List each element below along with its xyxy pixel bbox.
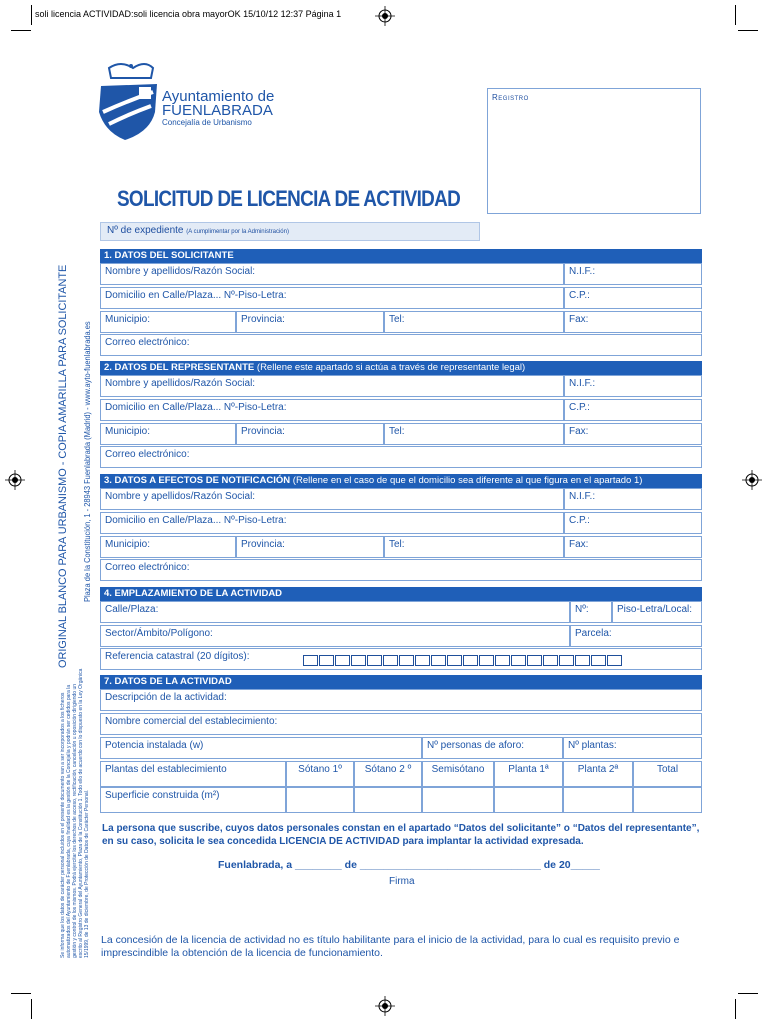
s3-cp-field[interactable] — [564, 512, 702, 534]
catastral-digit-box[interactable] — [319, 655, 334, 666]
expediente-note: (A cumplimentar por la Administración) — [186, 229, 289, 235]
field-label: N.I.F.: — [569, 491, 596, 502]
catastral-digit-box[interactable] — [511, 655, 526, 666]
fecha-line[interactable]: Fuenlabrada, a ________ de _______________________________ de 20_____ — [218, 859, 600, 871]
catastral-digit-box[interactable] — [495, 655, 510, 666]
s2-municipio-field[interactable] — [100, 423, 236, 445]
print-header: soli licencia ACTIVIDAD:soli licencia obra mayorOK 15/10/12 12:37 Página 1 — [35, 9, 342, 19]
s4-calle-field[interactable] — [100, 601, 570, 623]
page-title: SOLICITUD DE LICENCIA DE ACTIVIDAD — [117, 186, 461, 211]
s2-domicilio-field[interactable] — [100, 399, 564, 421]
field-label: Nº personas de aforo: — [427, 740, 525, 751]
field-label: Provincia: — [241, 426, 285, 437]
final-note: La concesión de la licencia de actividad no es título habilitante para el inicio de la actividad, para lo cual es requisito previo e imprescindible la obtención de la licencia de funcionamiento. — [101, 934, 680, 959]
section-4-title: 4. EMPLAZAMIENTO DE LA ACTIVIDAD — [104, 588, 283, 599]
field-label: Correo electrónico: — [105, 449, 190, 460]
catastral-digit-box[interactable] — [335, 655, 350, 666]
catastral-digit-box[interactable] — [303, 655, 318, 666]
catastral-digit-box[interactable] — [607, 655, 622, 666]
field-label: C.P.: — [569, 402, 590, 413]
expediente-label: Nº de expediente — [107, 225, 184, 236]
field-label: Domicilio en Calle/Plaza... Nº-Piso-Letra: — [105, 515, 287, 526]
expediente-box[interactable] — [100, 222, 480, 241]
logo-line1: Ayuntamiento de — [162, 88, 275, 105]
catastral-digit-box[interactable] — [479, 655, 494, 666]
field-label: Sótano 1º — [298, 764, 342, 775]
catastral-digit-box[interactable] — [543, 655, 558, 666]
registration-mark-icon — [375, 6, 395, 26]
s7-total-cell[interactable] — [633, 761, 702, 787]
s2-provincia-field[interactable] — [236, 423, 384, 445]
catastral-digit-box[interactable] — [383, 655, 398, 666]
s3-domicilio-field[interactable] — [100, 512, 564, 534]
s2-correo-field[interactable] — [100, 446, 702, 468]
side-copy-text: ORIGINAL BLANCO PARA URBANISMO - COPIA AMARILLA PARA SOLICITANTE — [57, 264, 69, 668]
s7-sup-planta1[interactable] — [494, 787, 563, 813]
field-label: Total — [656, 764, 679, 775]
crop-mark — [31, 5, 32, 25]
field-label: Referencia catastral (20 dígitos): — [105, 651, 250, 662]
field-label: Potencia instalada (w) — [105, 740, 204, 751]
field-label: Nombre comercial del establecimiento: — [105, 716, 278, 727]
registration-mark-icon — [5, 470, 25, 490]
crop-mark — [738, 30, 758, 31]
catastral-digit-box[interactable] — [527, 655, 542, 666]
side-legal-text: Se informa que los datos de carácter personal incluidos en el presente documento van a ser incorporados a los ficheros automatizados del Ayuntamiento de Fuenlabrada, cuya finalidad es la gestión de la Concejalía y podrán ser cedidos para la gestión y control de los mismos. Podrá ejercitar los derechos de acceso, rectificación, cancelación u oposición dirigiendo un escrito al Registro General del Ayuntamiento, Plaza de la Constitución 1. Todo ello de acuerdo con lo dispuesto en la Ley Orgánica 15/1999, de 13 de diciembre, de Protección de Datos de Carácter Personal. — [60, 668, 90, 958]
catastral-digit-box[interactable] — [575, 655, 590, 666]
s3-nombre-field[interactable] — [100, 488, 564, 510]
field-label: Parcela: — [575, 628, 612, 639]
s3-correo-field[interactable] — [100, 559, 702, 581]
firma-label: Firma — [389, 876, 415, 887]
field-label: N.I.F.: — [569, 378, 596, 389]
crop-mark — [735, 5, 736, 25]
section-7-title: 7. DATOS DE LA ACTIVIDAD — [104, 676, 232, 687]
s7-potencia-field[interactable] — [100, 737, 422, 759]
field-label: C.P.: — [569, 290, 590, 301]
field-label: Superficie construida (m²) — [105, 790, 220, 801]
logo-line3: Concejalía de Urbanismo — [162, 118, 252, 127]
field-label: Piso-Letra/Local: — [617, 604, 693, 615]
catastral-digit-box[interactable] — [399, 655, 414, 666]
crop-mark — [11, 993, 31, 994]
field-label: C.P.: — [569, 515, 590, 526]
field-label: Municipio: — [105, 426, 151, 437]
s7-aforo-field[interactable] — [422, 737, 563, 759]
field-label: Municipio: — [105, 314, 151, 325]
registration-mark-icon — [375, 996, 395, 1016]
crop-mark — [735, 999, 736, 1019]
s2-nif-field[interactable] — [564, 375, 702, 397]
field-label: Plantas del establecimiento — [105, 764, 227, 775]
s3-municipio-field[interactable] — [100, 536, 236, 558]
logo-line2: FUENLABRADA — [162, 102, 273, 119]
section-4-header — [100, 587, 702, 601]
catastral-digit-box[interactable] — [559, 655, 574, 666]
s4-parcela-field[interactable] — [570, 625, 702, 647]
field-label: Calle/Plaza: — [105, 604, 159, 615]
s3-provincia-field[interactable] — [236, 536, 384, 558]
catastral-digit-box[interactable] — [415, 655, 430, 666]
catastral-digit-boxes[interactable] — [303, 655, 623, 668]
s1-domicilio-field[interactable] — [100, 287, 564, 309]
section-1-title: 1. DATOS DEL SOLICITANTE — [104, 250, 234, 261]
coat-of-arms-icon — [95, 62, 165, 142]
s4-piso-field[interactable] — [612, 601, 702, 623]
catastral-digit-box[interactable] — [447, 655, 462, 666]
field-label: N.I.F.: — [569, 266, 596, 277]
field-label: Provincia: — [241, 539, 285, 550]
field-label: Domicilio en Calle/Plaza... Nº-Piso-Letra: — [105, 290, 287, 301]
field-label: Tel: — [389, 426, 405, 437]
field-label: Nombre y apellidos/Razón Social: — [105, 378, 256, 389]
field-label: Domicilio en Calle/Plaza... Nº-Piso-Letra: — [105, 402, 287, 413]
catastral-digit-box[interactable] — [431, 655, 446, 666]
s7-semisotano-cell[interactable] — [422, 761, 494, 787]
s7-sup-sotano1[interactable] — [286, 787, 354, 813]
section-3-title: 3. DATOS A EFECTOS DE NOTIFICACIÓN — [104, 475, 291, 486]
field-label: Tel: — [389, 314, 405, 325]
field-label: Correo electrónico: — [105, 562, 190, 573]
s7-sup-semisotano[interactable] — [422, 787, 494, 813]
s7-sup-sotano2[interactable] — [354, 787, 422, 813]
field-label: Municipio: — [105, 539, 151, 550]
declaration-text: La persona que suscribe, cuyos datos personales constan en el apartado “Datos del solicitante” o “Datos del representante”, en su caso, solicita le sea concedida LICENCIA DE ACTIVIDAD para implantar la actividad expresada. — [102, 823, 700, 847]
registro-label: Registro — [492, 93, 529, 102]
s3-nif-field[interactable] — [564, 488, 702, 510]
section-3-header — [100, 474, 702, 488]
field-label: Sótano 2 º — [364, 764, 412, 775]
field-label: Provincia: — [241, 314, 285, 325]
s7-sup-total[interactable] — [633, 787, 702, 813]
s4-numero-field[interactable] — [570, 601, 612, 623]
s2-tel-field[interactable] — [384, 423, 564, 445]
section-7-header — [100, 675, 702, 689]
field-label: Fax: — [569, 314, 589, 325]
s7-sotano2-cell[interactable] — [354, 761, 422, 787]
s7-superficie-label — [100, 787, 286, 813]
section-3-note: (Rellene en el caso de que el domicilio sea diferente al que figura en el apartado 1) — [290, 475, 643, 486]
s2-cp-field[interactable] — [564, 399, 702, 421]
section-2-title: 2. DATOS DEL REPRESENTANTE — [104, 362, 255, 373]
s7-sup-planta2[interactable] — [563, 787, 633, 813]
s2-fax-field[interactable] — [564, 423, 702, 445]
field-label: Planta 2ª — [577, 764, 619, 775]
section-2-note: (Rellene este apartado si actúa a través de representante legal) — [254, 362, 526, 373]
catastral-digit-box[interactable] — [463, 655, 478, 666]
crop-mark — [31, 999, 32, 1019]
s7-planta1-cell[interactable] — [494, 761, 563, 787]
s1-provincia-field[interactable] — [236, 311, 384, 333]
s1-tel-field[interactable] — [384, 311, 564, 333]
field-label: Nombre y apellidos/Razón Social: — [105, 266, 256, 277]
registro-box — [487, 88, 701, 214]
field-label: Sector/Ámbito/Polígono: — [105, 628, 213, 639]
s1-nombre-field[interactable] — [100, 263, 564, 285]
s7-sotano1-cell[interactable] — [286, 761, 354, 787]
s7-nombre-comercial-field[interactable] — [100, 713, 702, 735]
section-2-header — [100, 361, 702, 375]
section-1-header — [100, 249, 702, 263]
field-label: Nº: — [575, 604, 589, 615]
s7-descripcion-field[interactable] — [100, 689, 702, 711]
field-label: Tel: — [389, 539, 405, 550]
s4-sector-field[interactable] — [100, 625, 570, 647]
crop-mark — [11, 30, 31, 31]
s7-plantas-est-label — [100, 761, 286, 787]
s1-municipio-field[interactable] — [100, 311, 236, 333]
field-label: Fax: — [569, 426, 589, 437]
side-address-text: Plaza de la Constitución, 1 - 28943 Fuenlabrada (Madrid) - www.ayto-fuenlabrada.es — [82, 321, 92, 602]
registration-mark-icon — [742, 470, 762, 490]
field-label: Nombre y apellidos/Razón Social: — [105, 491, 256, 502]
s7-planta2-cell[interactable] — [563, 761, 633, 787]
s1-nif-field[interactable] — [564, 263, 702, 285]
crop-mark — [738, 993, 758, 994]
field-label: Semisótano — [431, 764, 485, 775]
s3-fax-field[interactable] — [564, 536, 702, 558]
field-label: Descripción de la actividad: — [105, 692, 227, 703]
s1-cp-field[interactable] — [564, 287, 702, 309]
field-label: Correo electrónico: — [105, 337, 190, 348]
s1-correo-field[interactable] — [100, 334, 702, 356]
catastral-digit-box[interactable] — [591, 655, 606, 666]
field-label: Planta 1ª — [508, 764, 549, 775]
s2-nombre-field[interactable] — [100, 375, 564, 397]
logo-text — [162, 90, 274, 128]
s7-plantas-field[interactable] — [563, 737, 702, 759]
s3-tel-field[interactable] — [384, 536, 564, 558]
catastral-digit-box[interactable] — [351, 655, 366, 666]
field-label: Fax: — [569, 539, 589, 550]
field-label: Nº plantas: — [568, 740, 617, 751]
catastral-digit-box[interactable] — [367, 655, 382, 666]
s1-fax-field[interactable] — [564, 311, 702, 333]
